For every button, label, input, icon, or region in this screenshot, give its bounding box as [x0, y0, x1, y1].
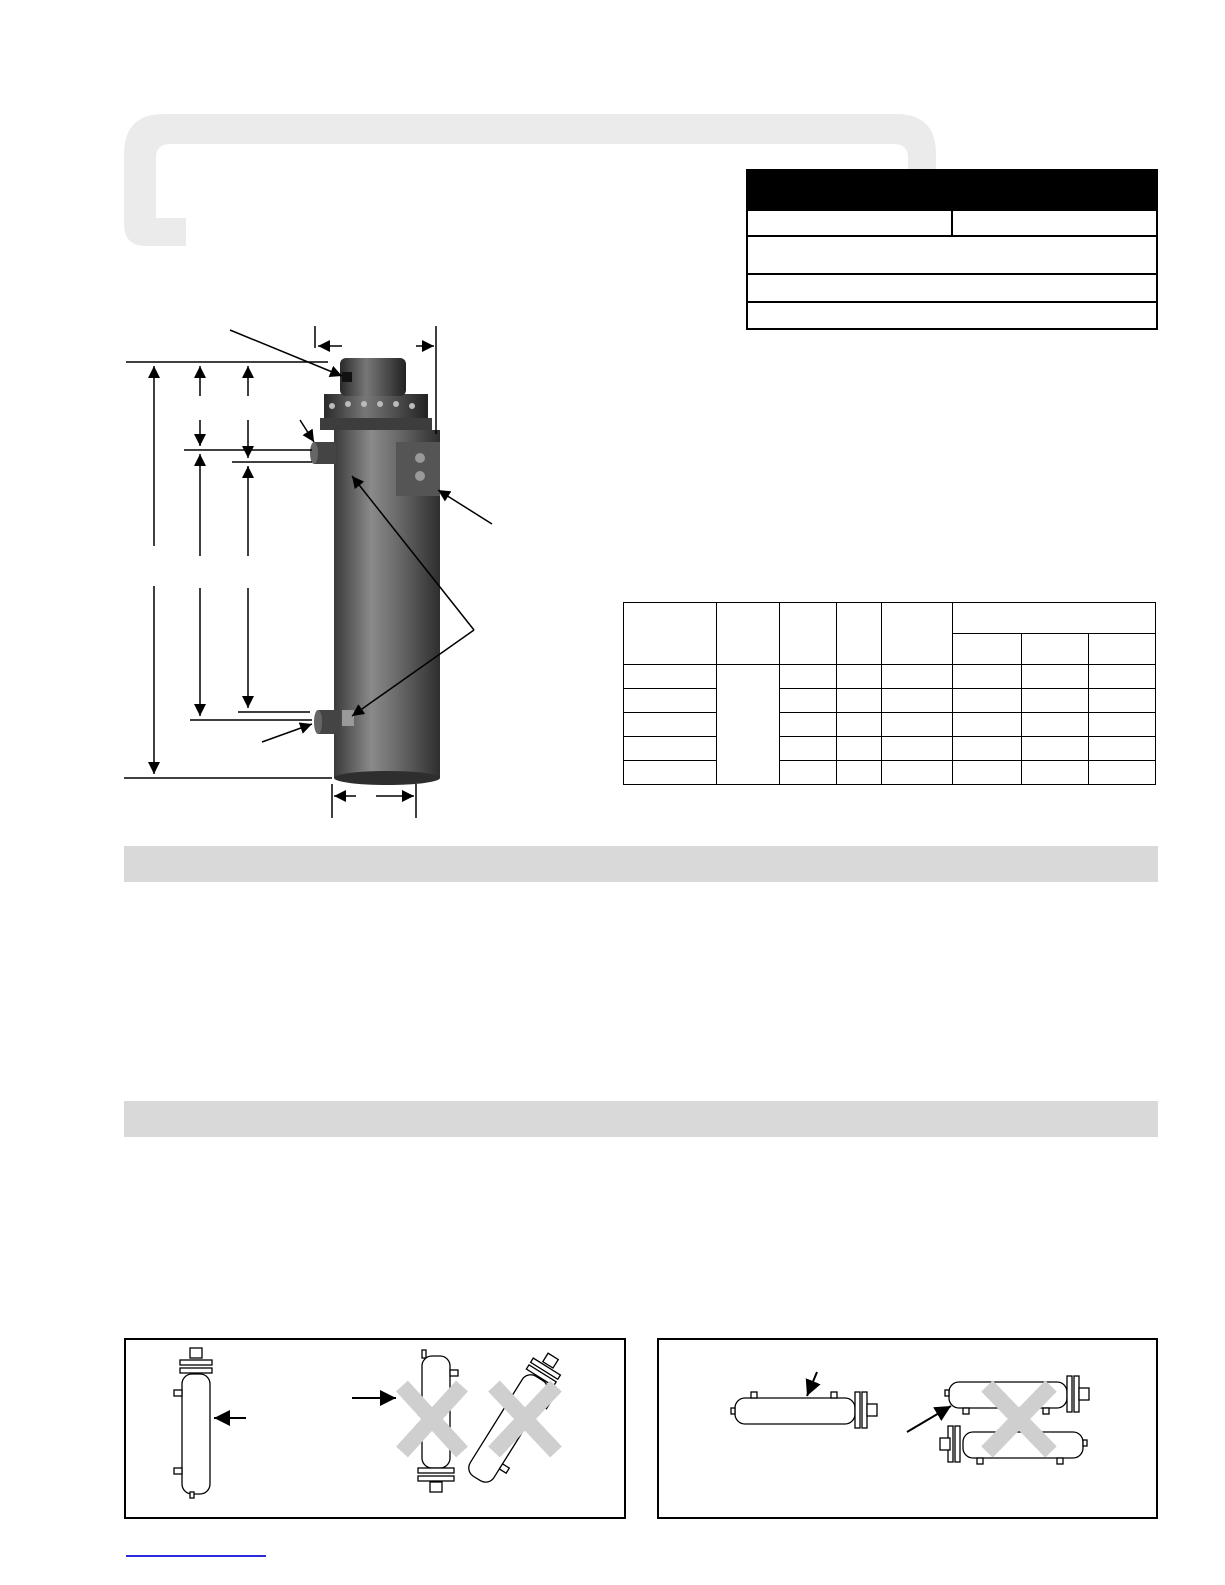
table-cell [780, 689, 837, 713]
table-cell [1022, 713, 1089, 737]
table-cell [1022, 689, 1089, 713]
table-cell [1022, 665, 1089, 689]
model-data-table [623, 602, 1156, 785]
table-cell [953, 713, 1022, 737]
table-subheader-cell [1022, 634, 1089, 665]
table-row [624, 689, 1156, 713]
callout-arrow-icon [807, 1372, 817, 1396]
table-cell [780, 665, 837, 689]
table-group-header [953, 603, 1156, 634]
table-subheader-cell [953, 634, 1022, 665]
table-subheader-cell [1089, 634, 1156, 665]
table-cell [624, 665, 717, 689]
table-cell [882, 737, 953, 761]
table-row [624, 761, 1156, 785]
table-cell [882, 665, 953, 689]
table-cell [953, 761, 1022, 785]
table-header-cell [717, 603, 780, 665]
callout-arrow-icon [907, 1406, 951, 1432]
table-cell [953, 665, 1022, 689]
table-cell [953, 737, 1022, 761]
table-cell [624, 689, 717, 713]
table-cell [624, 713, 717, 737]
table-cell [780, 713, 837, 737]
table-cell [882, 761, 953, 785]
table-cell [1089, 689, 1156, 713]
table-cell [717, 665, 780, 785]
table-cell [1089, 737, 1156, 761]
spec-box-divider [951, 211, 953, 237]
table-cell [837, 665, 882, 689]
heater-body [310, 358, 440, 785]
spec-row [748, 301, 1156, 330]
table-cell [624, 761, 717, 785]
section-header-bar [124, 846, 1158, 882]
table-row [624, 737, 1156, 761]
table-cell [780, 761, 837, 785]
install-panel-horizontal [657, 1338, 1158, 1519]
table-cell [1022, 737, 1089, 761]
table-cell [1022, 761, 1089, 785]
table-cell [882, 689, 953, 713]
correct-vertical-heater [174, 1348, 212, 1498]
correct-horizontal-heater [731, 1392, 877, 1428]
spec-box [746, 169, 1158, 330]
table-cell [1089, 713, 1156, 737]
section-header-bar [124, 1101, 1158, 1137]
table-cell [837, 761, 882, 785]
table-cell [882, 713, 953, 737]
table-row [624, 713, 1156, 737]
table-header-cell [780, 603, 837, 665]
table-header-cell [624, 603, 717, 665]
table-cell [1089, 761, 1156, 785]
spec-row [748, 273, 1156, 303]
table-cell [1089, 665, 1156, 689]
install-panel-vertical [124, 1338, 626, 1519]
spec-box-header [748, 171, 1156, 211]
table-cell [837, 713, 882, 737]
table-cell [624, 737, 717, 761]
table-cell [953, 689, 1022, 713]
table-cell [780, 737, 837, 761]
table-cell [837, 689, 882, 713]
table-row [624, 665, 1156, 689]
table-header-cell [837, 603, 882, 665]
spec-row [748, 235, 1156, 275]
footer-link[interactable] [126, 1555, 266, 1557]
table-cell [837, 737, 882, 761]
table-header-cell [882, 603, 953, 665]
heater-dimension-drawing [120, 318, 500, 824]
